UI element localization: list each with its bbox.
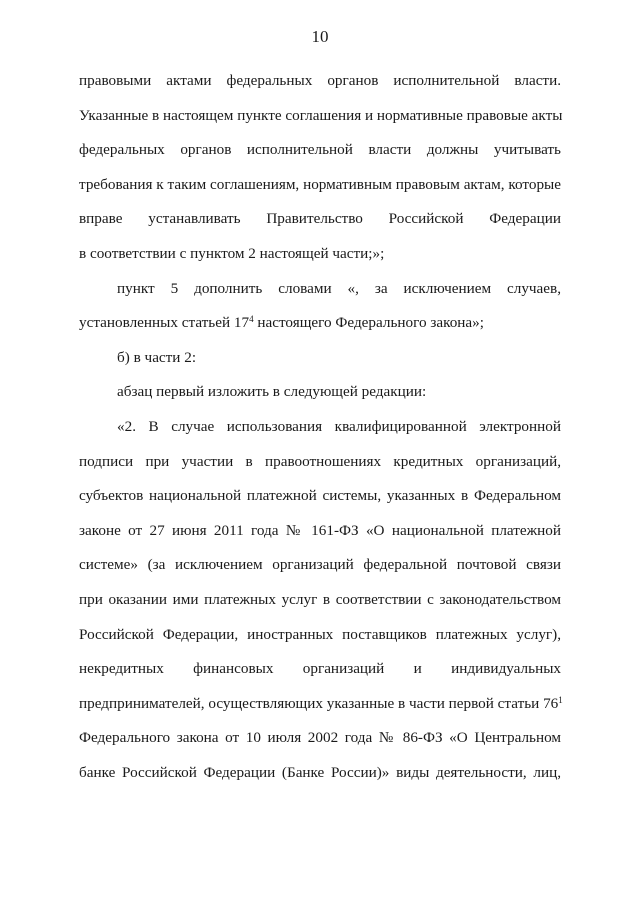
text-line: [79, 514, 561, 549]
text-line: [79, 687, 561, 722]
line-text: Указанные в настоящем пункте соглашения и нормативные правовые акты: [79, 106, 563, 124]
line-text: вправе устанавливать Правительство Российской Федерации: [79, 210, 561, 228]
text-line: [79, 618, 561, 653]
superscript: 1: [558, 694, 563, 705]
text-line: [79, 583, 561, 618]
line-text: федеральных органов исполнительной власти должны учитывать: [79, 141, 561, 159]
line-text: пункт 5 дополнить словами «, за исключением случаев,: [117, 279, 561, 297]
text-line: [79, 445, 561, 480]
text-line: [79, 272, 561, 307]
line-text: Федерального закона от 10 июля 2002 года № 86-ФЗ «О Центральном: [79, 729, 561, 747]
line-text: установленных статьей 17: [79, 314, 250, 332]
line-text: абзац первый изложить в следующей редакции:: [117, 383, 427, 401]
text-line: [79, 237, 561, 272]
text-line: [79, 306, 561, 341]
text-line: [79, 99, 561, 134]
text-line: [79, 202, 561, 237]
superscript: 4: [249, 314, 254, 325]
text-line: [79, 756, 561, 791]
text-line: [79, 410, 561, 445]
line-text: Российской Федерации, иностранных поставщиков платежных услуг),: [79, 625, 561, 643]
text-line: [79, 721, 561, 756]
text-line: [79, 168, 561, 203]
line-text: правовыми актами федеральных органов исполнительной власти.: [79, 72, 561, 89]
line-text: при оказании ими платежных услуг в соответствии с законодательством: [79, 590, 561, 608]
line-text: системе» (за исключением организаций федеральной почтовой связи: [79, 556, 561, 574]
document-body: [79, 64, 561, 790]
line-text: субъектов национальной платежной системы, указанных в Федеральном: [79, 487, 561, 505]
line-text: некредитных финансовых организаций и индивидуальных: [79, 660, 561, 678]
text-line: [79, 652, 561, 687]
text-line: [79, 548, 561, 583]
line-text: предпринимателей, осуществляющих указанные в части первой статьи 76: [79, 694, 559, 712]
text-line: [79, 133, 561, 168]
text-line: [79, 341, 561, 376]
line-text: в соответствии с пунктом 2 настоящей части;»;: [79, 244, 385, 262]
line-text: законе от 27 июня 2011 года № 161-ФЗ «О национальной платежной: [79, 521, 561, 539]
line-text: б) в части 2:: [117, 348, 197, 366]
line-text: банке Российской Федерации (Банке России)» виды деятельности, лиц,: [79, 763, 561, 781]
line-text: требования к таким соглашениям, нормативным правовым актам, которые: [79, 175, 561, 193]
text-line: [79, 479, 561, 514]
text-line: [79, 64, 561, 99]
line-text: подписи при участии в правоотношениях кредитных организаций,: [79, 452, 561, 470]
page-number: 10: [311, 27, 329, 46]
line-text-continued: настоящего Федерального закона»;: [253, 314, 484, 332]
text-line: [79, 375, 561, 410]
line-text: «2. В случае использования квалифицированной электронной: [117, 417, 561, 435]
